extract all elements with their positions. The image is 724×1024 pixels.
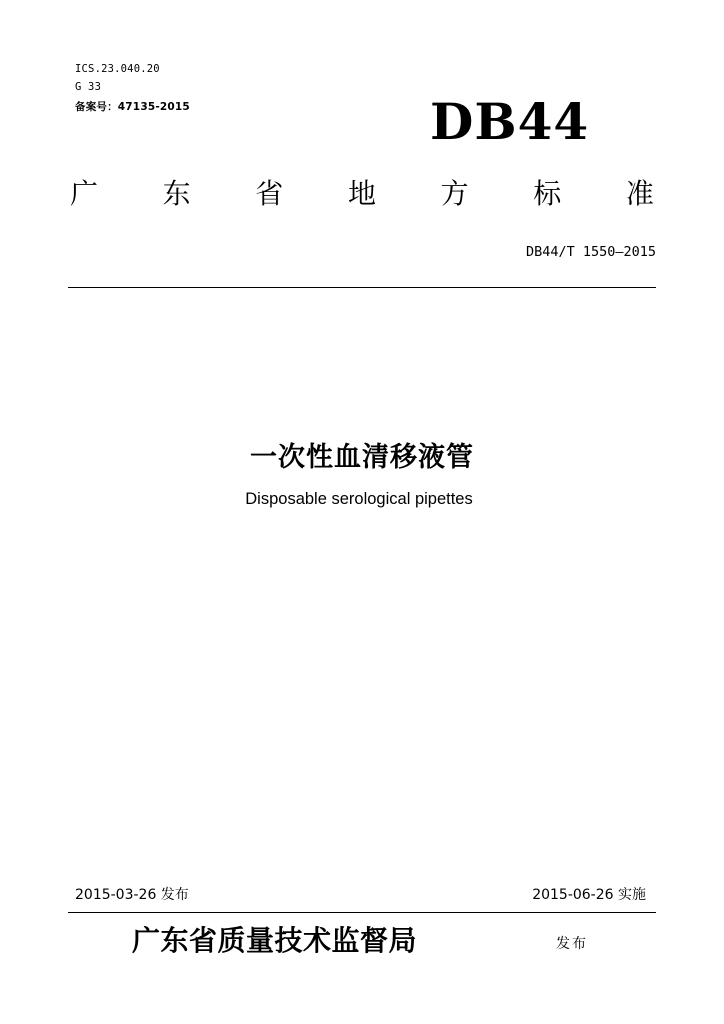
standard-code-logo: DB44 [430, 92, 590, 151]
standard-type-char: 省 [255, 177, 284, 210]
document-title-zh: 一次性血清移液管 [250, 442, 474, 473]
implement-date: 2015-06-26 实施 [532, 887, 646, 903]
header-divider [68, 287, 656, 288]
standard-type-char: 方 [440, 177, 469, 210]
document-title-en: Disposable serological pipettes [245, 490, 473, 508]
standard-type-char: 地 [347, 177, 376, 210]
issuer-name: 广东省质量技术监督局 [132, 924, 418, 957]
issuer-suffix: 发布 [556, 936, 588, 952]
standard-number: DB44/T 1550—2015 [525, 244, 656, 260]
filing-number: 备案号：47135-2015 [75, 101, 190, 113]
publish-date: 2015-03-26 发布 [75, 887, 189, 903]
standard-type-char: 标 [533, 177, 562, 210]
footer-divider [68, 912, 656, 913]
standard-type-heading [68, 174, 656, 214]
standard-type-char: 广 [69, 177, 98, 210]
ics-code: ICS.23.040.20 [75, 63, 160, 75]
standard-type-char: 东 [162, 177, 191, 210]
ccs-code: G 33 [75, 81, 102, 93]
standard-type-char: 准 [625, 177, 654, 210]
